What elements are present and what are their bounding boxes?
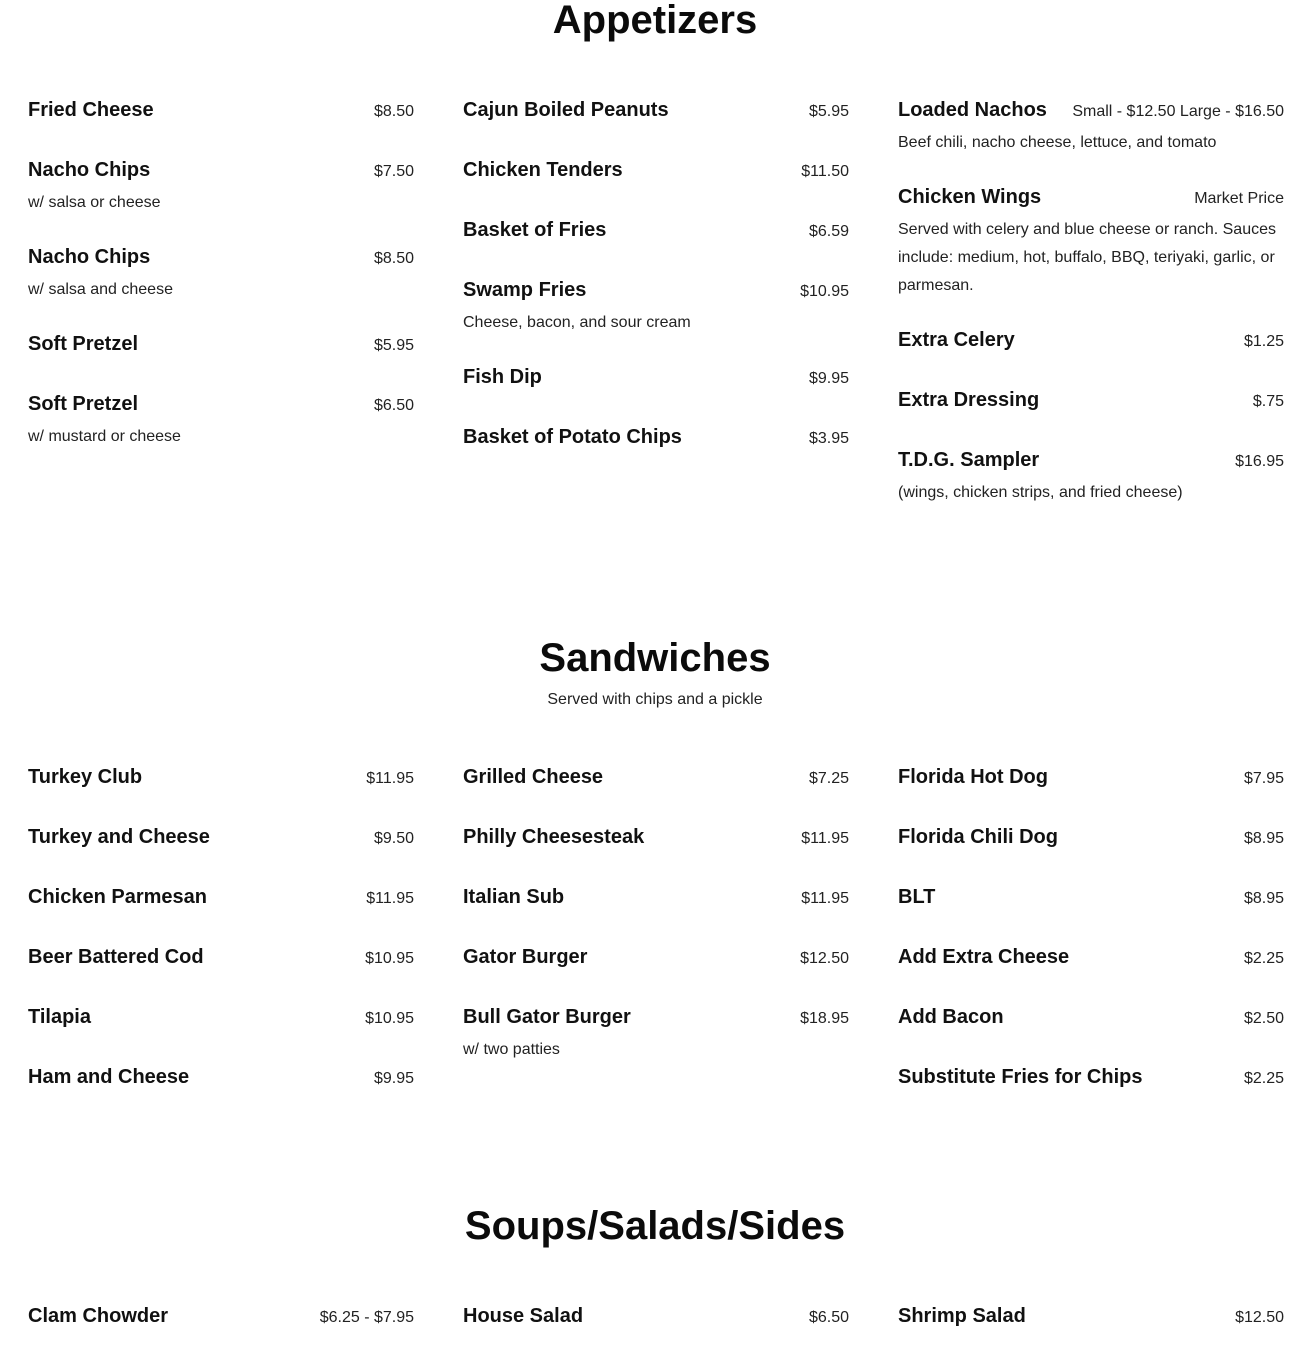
menu-item [28, 1059, 414, 1097]
section-appetizers [0, 0, 1310, 40]
menu-item-header [898, 382, 1284, 420]
menu-item-price: $11.50 [801, 163, 849, 180]
menu-item-header [898, 939, 1284, 977]
menu-item-name: BLT [898, 886, 936, 908]
section-subtitle: Served with chips and a pickle [547, 691, 763, 708]
menu-item-header [463, 819, 849, 857]
menu-item-header [463, 152, 849, 190]
menu-item-price: $6.50 [373, 397, 414, 414]
menu-item-header [898, 1059, 1284, 1097]
menu-column-2 [463, 92, 849, 529]
menu-item-price: $6.50 [808, 1309, 849, 1326]
menu-item-header [463, 1298, 849, 1336]
menu-item [463, 272, 849, 337]
menu-item-name: Gator Burger [463, 946, 588, 968]
menu-item [898, 179, 1284, 300]
menu-item-name: Ham and Cheese [28, 1066, 190, 1088]
appetizers-columns [28, 92, 1284, 529]
menu-item-name: Florida Chili Dog [898, 826, 1058, 848]
menu-item-price: $10.95 [365, 1010, 414, 1027]
menu-item [463, 939, 849, 977]
menu-item [898, 819, 1284, 857]
menu-item-description: Beef chili, nacho cheese, lettuce, and tomato [898, 134, 1217, 151]
menu-item-name: Shrimp Salad [898, 1305, 1026, 1327]
menu-item-name: Philly Cheesesteak [463, 826, 645, 848]
menu-item-description: w/ salsa or cheese [28, 194, 161, 211]
section-title: Sandwiches [539, 636, 771, 680]
section-title: Appetizers [552, 0, 758, 42]
menu-item-header [28, 152, 414, 190]
menu-item-price: Market Price [1194, 190, 1284, 207]
menu-item [898, 1059, 1284, 1097]
menu-item-header [28, 1298, 414, 1336]
menu-item [898, 759, 1284, 797]
menu-item-header [28, 386, 414, 424]
menu-item-name: Fish Dip [463, 366, 542, 388]
menu-item-price: $16.95 [1235, 453, 1284, 470]
menu-item [28, 999, 414, 1037]
menu-item-price: $6.59 [808, 223, 849, 240]
menu-item [898, 879, 1284, 917]
menu-item-header [28, 999, 414, 1037]
menu-item-name: Loaded Nachos [898, 99, 1047, 121]
menu-column-3 [898, 759, 1284, 1119]
section-soups-salads-sides [0, 1206, 1310, 1246]
menu-item-price: $5.95 [373, 337, 414, 354]
menu-item [28, 239, 414, 304]
menu-item-price: $9.95 [808, 370, 849, 387]
menu-item-header [28, 879, 414, 917]
menu-item-price: $7.50 [373, 163, 414, 180]
menu-item [28, 1298, 414, 1336]
menu-item [463, 92, 849, 130]
menu-item [463, 152, 849, 190]
menu-column-1 [28, 759, 414, 1119]
menu-item-price: $12.50 [1235, 1309, 1284, 1326]
menu-item [463, 1298, 849, 1336]
menu-item-name: Nacho Chips [28, 159, 151, 181]
menu-item-name: Add Bacon [898, 1006, 1004, 1028]
menu-item-name: Chicken Tenders [463, 159, 623, 181]
menu-item [463, 879, 849, 917]
menu-item-description: w/ two patties [463, 1041, 560, 1058]
menu-item-price: $9.50 [373, 830, 414, 847]
menu-item [463, 419, 849, 457]
menu-item-header [28, 759, 414, 797]
menu-item-header [463, 272, 849, 310]
menu-item-name: Soft Pretzel [28, 393, 139, 415]
menu-item [898, 1298, 1284, 1336]
menu-item-name: T.D.G. Sampler [898, 449, 1040, 471]
menu-column-1 [28, 1298, 414, 1358]
menu-item-price: $8.95 [1243, 830, 1284, 847]
menu-item-header [28, 1059, 414, 1097]
menu-item-header [898, 759, 1284, 797]
menu-item [898, 999, 1284, 1037]
menu-item-price: $6.25 - $7.95 [319, 1309, 414, 1326]
menu-item-name: Florida Hot Dog [898, 766, 1048, 788]
menu-item-header [898, 1298, 1284, 1336]
menu-item-price: $2.25 [1243, 1070, 1284, 1087]
menu-item-price: $12.50 [800, 950, 849, 967]
menu-item [28, 759, 414, 797]
menu-item-name: Substitute Fries for Chips [898, 1066, 1143, 1088]
menu-item-header [463, 999, 849, 1037]
menu-item-price: $3.95 [808, 430, 849, 447]
menu-item [463, 359, 849, 397]
menu-item-header [28, 239, 414, 277]
menu-item-price: $8.50 [373, 103, 414, 120]
menu-item-name: Bull Gator Burger [463, 1006, 631, 1028]
menu-item-header [28, 939, 414, 977]
menu-item-description: w/ salsa and cheese [28, 281, 173, 298]
menu-item-description: w/ mustard or cheese [28, 428, 181, 445]
menu-item-name: Extra Celery [898, 329, 1015, 351]
menu-item-name: Add Extra Cheese [898, 946, 1070, 968]
menu-item-name: Chicken Parmesan [28, 886, 207, 908]
menu-column-1 [28, 92, 414, 529]
menu-item-price: $11.95 [366, 770, 414, 787]
menu-item-name: Turkey and Cheese [28, 826, 210, 848]
menu-item-header [898, 879, 1284, 917]
menu-item [28, 326, 414, 364]
soups-columns [28, 1298, 1284, 1358]
menu-item-header [898, 322, 1284, 360]
menu-item-description: Cheese, bacon, and sour cream [463, 314, 691, 331]
sandwiches-columns [28, 759, 1284, 1119]
menu-item-name: Beer Battered Cod [28, 946, 204, 968]
menu-item-price: $11.95 [801, 890, 849, 907]
menu-item [898, 442, 1284, 507]
menu-item-name: Turkey Club [28, 766, 143, 788]
menu-item-description: Served with celery and blue cheese or ranch. Sauces include: medium, hot, buffalo, BBQ, teriyaki, garlic, or parmesan. [898, 221, 1276, 294]
menu-item-header [463, 212, 849, 250]
menu-item-header [463, 92, 849, 130]
menu-item-header [28, 326, 414, 364]
menu-item-header [463, 879, 849, 917]
menu-item [898, 92, 1284, 157]
menu-item-price: Small - $12.50 Large - $16.50 [1072, 103, 1284, 120]
menu-item-price: $18.95 [800, 1010, 849, 1027]
menu-column-3 [898, 1298, 1284, 1358]
menu-item-price: $7.25 [808, 770, 849, 787]
menu-item-header [898, 179, 1284, 217]
section-title: Soups/Salads/Sides [464, 1204, 846, 1248]
menu-item-header [898, 92, 1284, 130]
menu-item [463, 212, 849, 250]
menu-item-header [898, 999, 1284, 1037]
menu-item [28, 819, 414, 857]
menu-item-name: Basket of Potato Chips [463, 426, 682, 448]
menu-item-name: Swamp Fries [463, 279, 587, 301]
menu-item-header [898, 819, 1284, 857]
menu-item-name: Basket of Fries [463, 219, 607, 241]
menu-item-name: House Salad [463, 1305, 584, 1327]
menu-item-header [463, 939, 849, 977]
menu-item [28, 92, 414, 130]
menu-item-price: $8.95 [1243, 890, 1284, 907]
menu-item-price: $9.95 [373, 1070, 414, 1087]
menu-item-price: $10.95 [365, 950, 414, 967]
menu-item [463, 819, 849, 857]
menu-item-price: $1.25 [1243, 333, 1284, 350]
menu-item-name: Fried Cheese [28, 99, 154, 121]
menu-item-name: Soft Pretzel [28, 333, 139, 355]
menu-item [898, 322, 1284, 360]
menu-item-header [28, 819, 414, 857]
menu-item [28, 386, 414, 451]
menu-item-price: $2.50 [1243, 1010, 1284, 1027]
menu-item [898, 382, 1284, 420]
menu-item-name: Cajun Boiled Peanuts [463, 99, 669, 121]
menu-item [28, 879, 414, 917]
menu-item-name: Grilled Cheese [463, 766, 604, 788]
section-sandwiches [0, 638, 1310, 710]
menu-item [463, 759, 849, 797]
menu-item-name: Nacho Chips [28, 246, 151, 268]
menu-item-header [898, 442, 1284, 480]
menu-column-2 [463, 759, 849, 1119]
menu-item [28, 152, 414, 217]
menu-item-name: Extra Dressing [898, 389, 1040, 411]
menu-item-header [463, 419, 849, 457]
menu-item-header [28, 92, 414, 130]
menu-column-3 [898, 92, 1284, 529]
menu-item [463, 999, 849, 1064]
menu-item-price: $5.95 [808, 103, 849, 120]
menu-item-price: $.75 [1252, 393, 1284, 410]
menu-item-header [463, 359, 849, 397]
menu-item-name: Tilapia [28, 1006, 91, 1028]
menu-item-price: $8.50 [373, 250, 414, 267]
menu-item-name: Italian Sub [463, 886, 565, 908]
menu-item-description: (wings, chicken strips, and fried cheese) [898, 484, 1183, 501]
menu-item-name: Clam Chowder [28, 1305, 169, 1327]
menu-item-price: $10.95 [800, 283, 849, 300]
menu-item [898, 939, 1284, 977]
menu-item-name: Chicken Wings [898, 186, 1042, 208]
menu-item-price: $7.95 [1243, 770, 1284, 787]
menu-item [28, 939, 414, 977]
menu-item-price: $11.95 [366, 890, 414, 907]
menu-item-price: $11.95 [801, 830, 849, 847]
menu-column-2 [463, 1298, 849, 1358]
menu-item-price: $2.25 [1243, 950, 1284, 967]
menu-item-header [463, 759, 849, 797]
